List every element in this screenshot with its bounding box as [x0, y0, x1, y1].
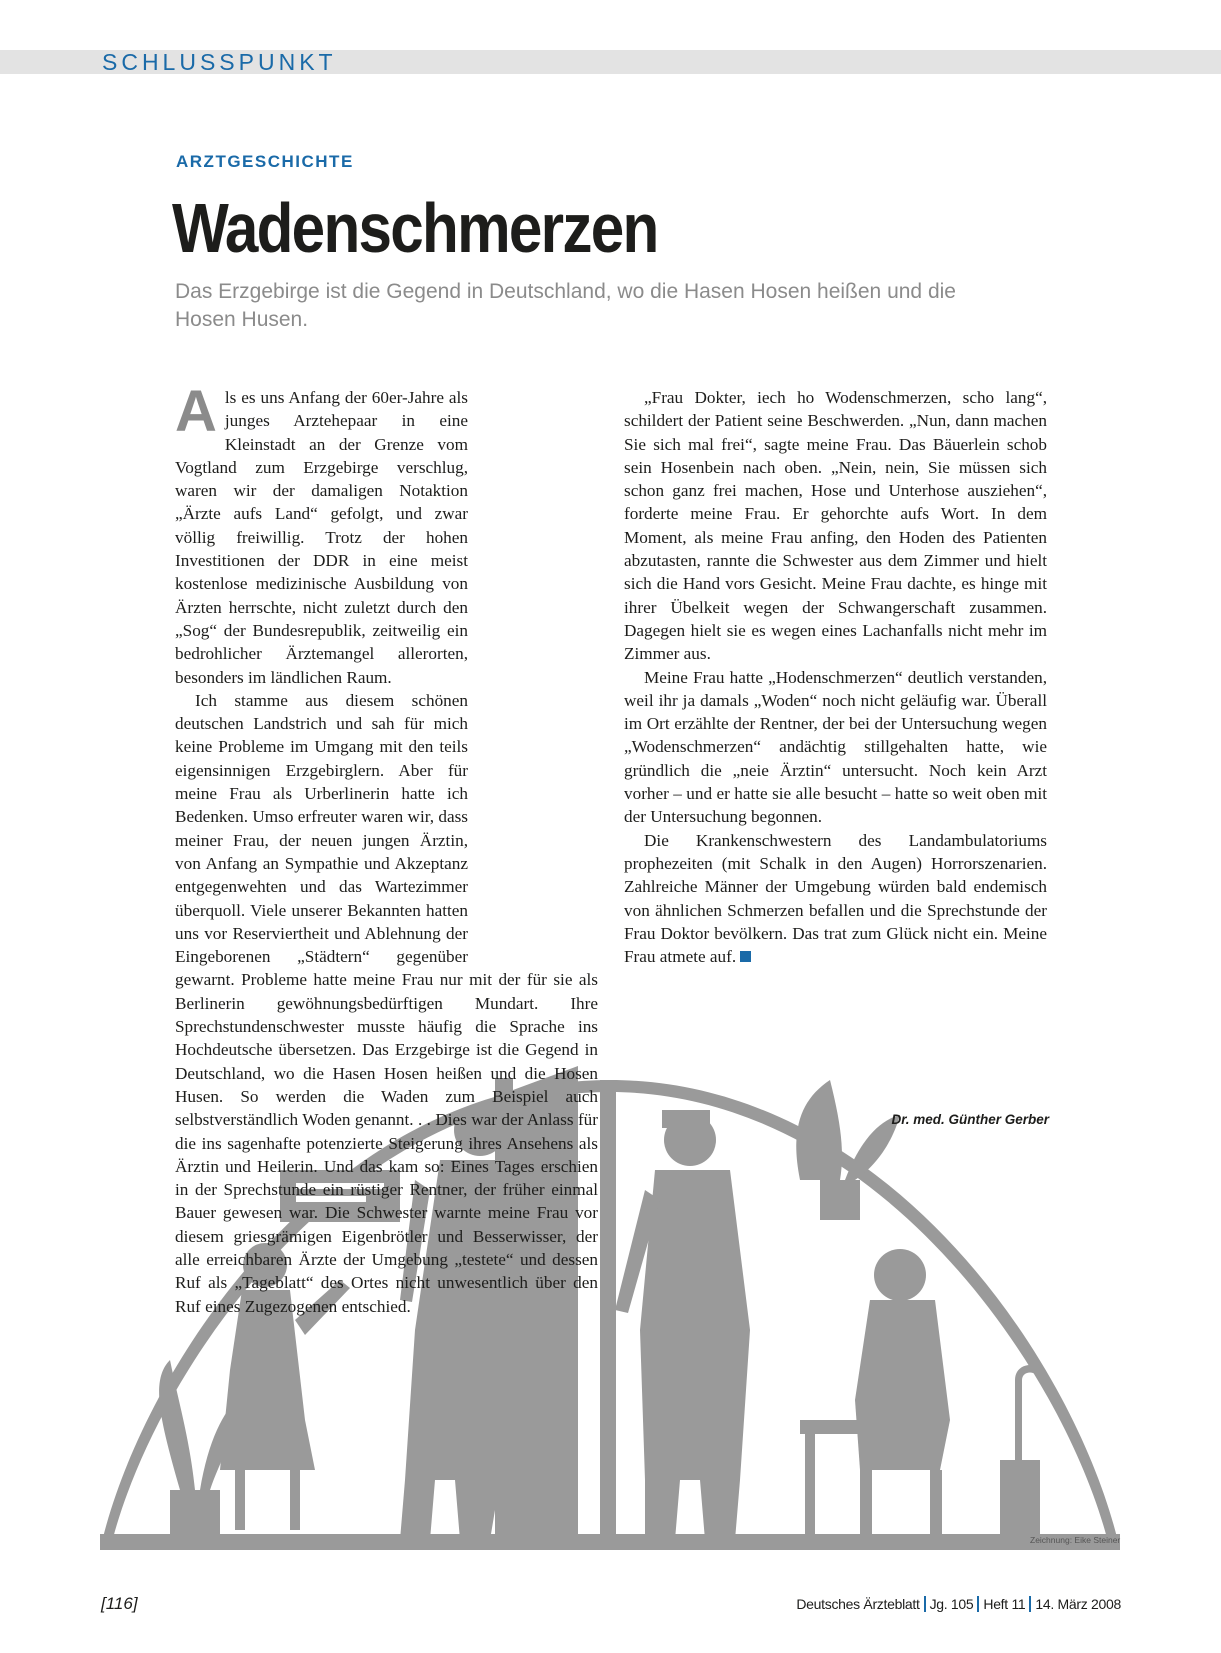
- paragraph-text: Meine Frau hatte „Hodenschmerzen“ deutlich verstanden, weil ihr ja damals „Woden“ noch nicht geläufig war. Überall im Ort erzählte der Rentner, der bei der Untersuchung wegen „Wodenschmerzen“ andächtig stillgehalten hatte, wie gründlich die „neie Ärztin“ untersucht. Noch kein Arzt vorher – und er hatte sie alle besucht – hatte so weit oben mit der Untersuchung begonnen.: [624, 667, 1047, 827]
- footer-issue: Heft 11: [983, 1596, 1026, 1612]
- article-paragraph-3: [624, 386, 1047, 666]
- footer-publication-info: [796, 1596, 1121, 1612]
- article-title: Wadenschmerzen: [172, 189, 658, 267]
- article-column-left: [175, 379, 598, 1318]
- section-label: SCHLUSSPUNKT: [102, 49, 337, 75]
- article-paragraph-2: [175, 689, 598, 1318]
- paragraph-text: ls es uns Anfang der 60er-Jahre als junges Arztehepaar in eine Kleinstadt an der Grenze vom Vogtland zum Erzgebirge verschlug, waren wir der damaligen Notaktion „Ärzte aufs Land“ gefolgt, und zwar völlig freiwillig. Trotz der hohen Investitionen der DDR in eine meist kostenlose medizinische Ausbildung von Ärzten herrschte, nicht zuletzt durch den „Sog“ der Bundesrepublik, zeitweilig ein bedrohlicher Ärztemangel allerorten, besonders im ländlichen Raum.: [175, 388, 468, 687]
- footer-date: 14. März 2008: [1035, 1596, 1121, 1612]
- article-author: Dr. med. Günther Gerber: [891, 1112, 1049, 1127]
- footer-volume: Jg. 105: [929, 1596, 974, 1612]
- end-mark-icon: [740, 951, 751, 962]
- paragraph-text: Die Krankenschwestern des Landambulatoriums prophezeiten (mit Schalk in den Augen) Horrorszenarien. Zahlreiche Männer der Umgebung würden bald endemisch von ähnlichen Schmerzen befallen und die Sprechstunde der Frau Doktor bevölkern. Das trat zum Glück nicht ein. Meine Frau atmete auf.: [624, 830, 1047, 967]
- paragraph-text: Ich stamme aus diesem schönen deutschen Landstrich und sah für mich keine Probleme im Umgang mit den teils eigensinnigen Erzgebirglern. Aber für meine Frau als Urberlinerin hatte ich Bedenken. Umso erfreuter waren wir, dass meiner Frau, der neuen jungen Ärztin, von Anfang an Sympathie und Akzeptanz entgegenwehten und das Wartezimmer überquoll. Viele unserer Bekannten hatten uns vor Reserviertheit und Ablehnung der Eingeborenen „Städtern“ gegenüber gewarnt. Probleme hatte meine Frau nur mit der für sie als Berlinerin gewöhnungsbedürftigen Mundart. Ihre Sprechstundenschwester musste häufig die Sprache ins Hochdeutsche übersetzen. Das Erzgebirge ist die Gegend in Deutschland, wo die Hasen Hosen heißen und die Hosen Husen. So werden die Waden zum Beispiel auch selbstverständlich Woden genannt. . . Dies war der Anlass für die ins sagenhafte potenzierte Steigerung ihres Ansehens als Ärztin und Heilerin. Und das kam so: Eines Tages erschien in der Sprechstunde ein rüstiger Rentner, der früher einmal Bauer gewesen war. Die Schwester warnte meine Frau vor diesem griesgrämigen Eigenbrötler und Besserwisser, der alle erreichbaren Ärzte der Umgebung „testete“ und dessen Ruf als „Tageblatt“ des Ortes nicht unwesentlich über den Ruf eines Zugezogenen entschied.: [175, 690, 598, 1316]
- article-paragraph-5: [624, 829, 1047, 969]
- article-paragraph-1: [175, 379, 598, 689]
- footer-separator: [977, 1596, 979, 1612]
- article-column-right: [624, 386, 1047, 968]
- dropcap: A: [175, 379, 217, 444]
- article-kicker: ARZTGESCHICHTE: [176, 152, 354, 171]
- article-paragraph-4: [624, 666, 1047, 829]
- paragraph-text: „Frau Dokter, iech ho Wodenschmerzen, scho lang“, schildert der Patient seine Beschwerden. „Nun, dann machen Sie sich mal frei“, sagte meine Frau. Das Bäuerlein schob sein Hosenbein nach oben. „Nein, nein, Sie müssen sich schon ganz frei machen, Hose und Unterhose ausziehen“, forderte meine Frau. Er gehorchte aufs Wort. In dem Moment, als meine Frau anfing, den Hoden des Patienten abzutasten, rannte die Schwester aus dem Zimmer und hielt sich die Hand vors Gesicht. Meine Frau dachte, es hinge mit ihrer Übelkeit wegen der Schwangerschaft zusammen. Dagegen hielt sie es wegen eines Lachanfalls nicht mehr im Zimmer aus.: [624, 388, 1047, 664]
- illustration-credit: Zeichnung: Eike Steiner: [1030, 1535, 1121, 1545]
- footer-publication: Deutsches Ärzteblatt: [796, 1596, 920, 1612]
- page-number: [116]: [101, 1594, 138, 1613]
- article-lead: Das Erzgebirge ist die Gegend in Deutschland, wo die Hasen Hosen heißen und die Hosen Husen.: [175, 280, 956, 331]
- footer-separator: [1029, 1596, 1031, 1612]
- footer-separator: [924, 1596, 926, 1612]
